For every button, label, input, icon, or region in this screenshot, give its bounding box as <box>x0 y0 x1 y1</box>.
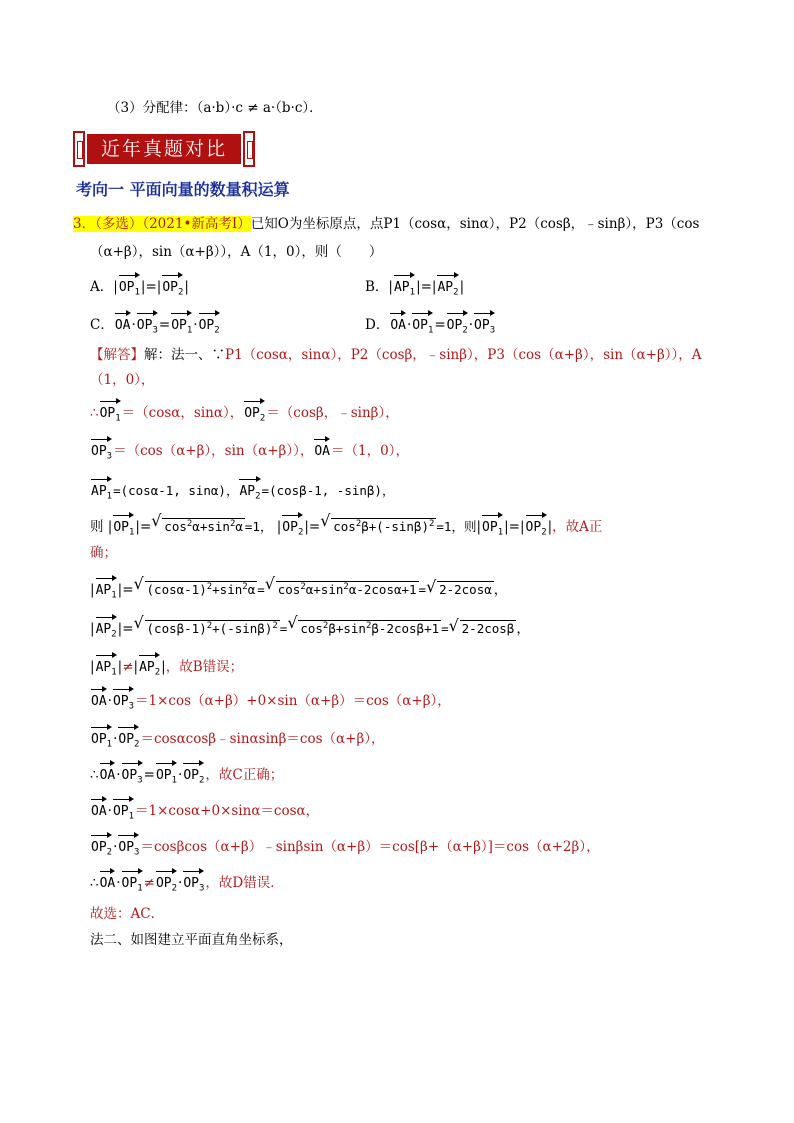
op1-norm: =1， <box>244 519 273 534</box>
problem-line-1 <box>73 214 699 234</box>
option-b: B．$|AP_1|=|AP_2|$ <box>365 272 464 303</box>
op2-value: ＝（cosβ，﹣sinβ）， <box>266 405 399 421</box>
solution-points: P1（cosα，sinα），P2（cosβ，﹣sinβ），P3（cos（α+β），sin（α+β）），A <box>225 347 702 363</box>
banner-left-ornament <box>73 131 85 167</box>
therefore-symbol: ∴ <box>90 405 99 421</box>
method-two-line: 法二、如图建立平面直角坐标系， <box>90 932 293 948</box>
op2-dot-op3: ＝cosβcos（α+β）﹣sinβsin（α+β）＝cos[β+（α+β）]＝cos（α+2β）， <box>140 839 600 855</box>
solution-line-7: 确； <box>90 545 117 561</box>
oa-dot-op3: ＝1×cos（α+β）+0×sin（α+β）＝cos（α+β）， <box>135 693 451 709</box>
section-title: 考向一 平面向量的数量积运算 <box>76 180 290 199</box>
solution-line-1 <box>90 345 702 365</box>
solution-intro: 解：法一、∵ <box>144 347 225 363</box>
option-d: D．$OA\cdot OP_1=OP_2\cdot OP_3$ <box>365 310 496 341</box>
op3-value: ＝（cos（α+β），sin（α+β））， <box>113 443 314 459</box>
option-c-label: C． <box>90 317 114 333</box>
problem-stem-1: 已知O为坐标原点，点P1（cosα，sinα），P2（cosβ，﹣sinβ），P3（cos <box>250 216 700 232</box>
banner-title: 近年真题对比 <box>87 134 241 164</box>
solution-line-8: $|AP_1|=√$ $(\cos\alpha-1)^2+\sin^2\alpha$ =√ $\cos^2\alpha+\sin^2\alpha-2\cos\alpha+1$ =√ 2-2cosα ， <box>90 575 507 606</box>
op2-norm: =1，则 <box>436 519 477 534</box>
oa-value: ＝（1，0）， <box>331 443 409 459</box>
op1-value: ＝（cosα，sinα）， <box>121 405 244 421</box>
solution-head: 【解答】 <box>90 347 144 363</box>
op1-dot-op2: ＝cosαcosβ﹣sinαsinβ＝cos（α+β）， <box>140 731 385 747</box>
distributive-law-line: （3）分配律：（a·b）·c ≠ a·（b·c）． <box>107 100 323 116</box>
answer-line: 故选：AC． <box>90 906 165 922</box>
solution-line-16: $\therefore OA\cdot OP_1\ne OP_2\cdot OP_3$，故D错误． <box>90 868 284 899</box>
ap1-value: =(cosα-1, sinα)， <box>113 483 239 498</box>
option-c: C．$OA\cdot OP_3=OP_1\cdot OP_2$ <box>90 310 221 341</box>
solution-line-5: $AP_1=(\cos\alpha-1$, sinα)，$AP_2=(\cos\beta-1$, -sinβ)， <box>90 476 394 507</box>
conclusion-a: ，故A正 <box>552 519 603 535</box>
solution-line-11: $OA\cdot OP_3=1\times\cos(\alpha+\beta)+0\times\sin(\alpha+\beta)=\cos(\alpha+\beta)$， <box>90 686 451 717</box>
solution-line-13: $\therefore OA\cdot OP_3=OP_1\cdot OP_2$，故C正确； <box>90 760 283 791</box>
option-a: A．$|OP_1|=|OP_2|$ <box>90 272 189 303</box>
then-word: 则 <box>90 519 104 535</box>
solution-line-4: $OP_3=(\cos(\alpha+\beta)$，sin（α+β）），OA＝（1，0）， <box>90 436 409 467</box>
option-b-label: B． <box>365 279 389 295</box>
solution-line-6: 则 $|OP_1|=√$ $\cos^2\alpha+\sin^2\alpha =1$， $|OP_2|=√$ $\cos^2\beta+(-\sin\beta)^2 =1$，则$|OP_1|=|OP_2|$，故A正 <box>90 512 602 543</box>
solution-line-12: $OP_1\cdot OP_2=\cos\alpha\cos\beta﹣\sin\alpha\sin\beta=\cos(\alpha+\beta)$， <box>90 724 385 755</box>
solution-line-14: $OA\cdot OP_1=1\times\cos\alpha+0\times\sin\alpha=\cos\alpha$， <box>90 796 319 827</box>
conclusion-b: ，故B错误； <box>165 659 244 675</box>
conclusion-d: ，故D错误． <box>205 875 284 891</box>
problem-line-2: （α+β），sin（α+β）），A（1，0），则（ ） <box>90 244 383 260</box>
option-a-label: A． <box>90 279 114 295</box>
solution-line-3: $\therefore OP_1=(\cos\alpha$，sinα），$OP_2=(\cos\beta$，﹣sinβ）， <box>90 398 399 429</box>
conclusion-c: ，故C正确； <box>205 767 284 783</box>
solution-line-2: （1，0）， <box>90 372 155 388</box>
section-banner <box>73 131 255 167</box>
therefore-d: ∴ <box>90 875 99 891</box>
problem-tag: 3．（多选）（2021•新高考Ⅰ） <box>73 216 251 232</box>
ap2-value: =(cosβ-1, -sinβ)， <box>261 483 395 498</box>
solution-line-9: $|AP_2|=√$ $(\cos\beta-1)^2+(-\sin\beta)^2$ =√ $\cos^2\beta+\sin^2\beta-2\cos\beta+1$ =√ 2-2cosβ ， <box>90 614 530 645</box>
solution-line-15: $OP_2\cdot OP_3=\cos\beta\cos(\alpha+\beta)﹣\sin\beta\sin(\alpha+\beta)=\cos[\beta+(\alpha+\beta)]=\cos(\alpha+2\beta)$， <box>90 832 600 863</box>
solution-line-10: $|AP_1|\ne|AP_2|$，故B错误； <box>90 652 243 683</box>
option-d-label: D． <box>365 317 390 333</box>
oa-dot-op1: ＝1×cosα+0×sinα＝cosα， <box>135 803 320 819</box>
banner-right-ornament <box>243 131 255 167</box>
therefore-c: ∴ <box>90 767 99 783</box>
